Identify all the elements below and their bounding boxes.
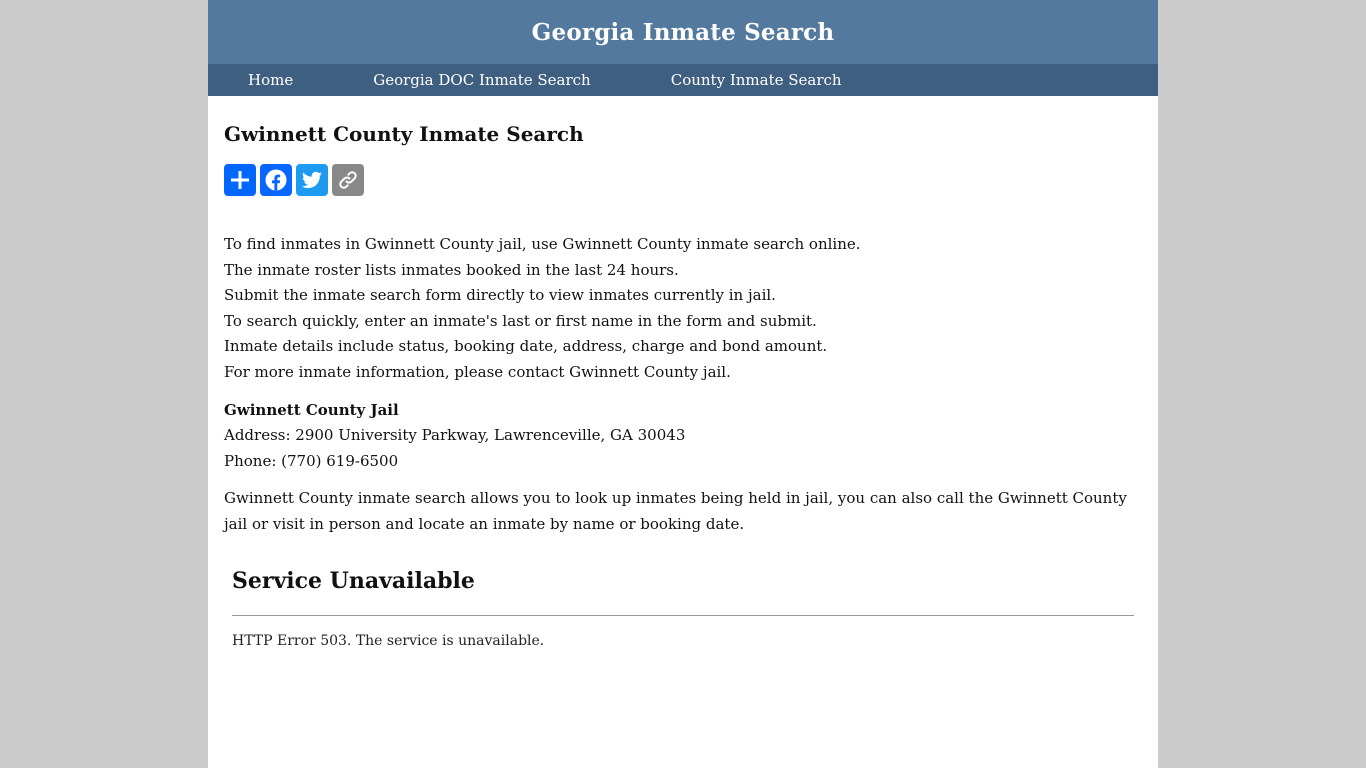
intro-line: For more inmate information, please contact Gwinnett County jail. xyxy=(224,362,731,381)
site-title[interactable]: Georgia Inmate Search xyxy=(531,18,835,46)
nav-georgia-doc-inmate-search[interactable]: Georgia DOC Inmate Search xyxy=(373,71,591,89)
main-content xyxy=(208,96,1158,649)
service-error-title: Service Unavailable xyxy=(232,567,475,594)
page-container xyxy=(208,0,1158,768)
share-bar xyxy=(224,164,1142,196)
share-icon xyxy=(228,168,252,192)
intro-line: The inmate roster lists inmates booked in the last 24 hours. xyxy=(224,260,679,279)
nav-county-inmate-search[interactable]: County Inmate Search xyxy=(670,71,842,89)
twitter-share-button[interactable] xyxy=(296,164,328,196)
intro-line: To search quickly, enter an inmate's last or first name in the form and submit. xyxy=(224,311,817,330)
copy-link-button[interactable] xyxy=(332,164,364,196)
jail-name: Gwinnett County Jail xyxy=(224,400,399,419)
facebook-share-button[interactable] xyxy=(260,164,292,196)
jail-info xyxy=(224,398,1142,475)
intro-text xyxy=(224,232,1142,386)
nav-home[interactable]: Home xyxy=(248,71,294,89)
copy-link-icon xyxy=(336,168,360,192)
intro-line: To find inmates in Gwinnett County jail, use Gwinnett County inmate search online. xyxy=(224,235,861,253)
service-error-message: HTTP Error 503. The service is unavailable. xyxy=(232,632,545,649)
description-text: Gwinnett County inmate search allows you to look up inmates being held in jail, you can also call the Gwinnett County jail or visit in person and locate an inmate by name or booking date. xyxy=(224,489,1127,533)
divider xyxy=(232,615,1134,616)
service-frame xyxy=(224,568,1142,649)
search-description xyxy=(224,486,1142,537)
main-nav xyxy=(208,64,1158,96)
share-button[interactable] xyxy=(224,164,256,196)
jail-phone: Phone: (770) 619-6500 xyxy=(224,451,399,470)
twitter-icon xyxy=(300,168,324,192)
page-title: Gwinnett County Inmate Search xyxy=(224,122,584,146)
facebook-icon xyxy=(264,168,288,192)
intro-line: Submit the inmate search form directly to view inmates currently in jail. xyxy=(224,286,776,305)
jail-address: Address: 2900 University Parkway, Lawrenceville, GA 30043 xyxy=(224,426,686,445)
site-header xyxy=(208,0,1158,64)
intro-line: Inmate details include status, booking date, address, charge and bond amount. xyxy=(224,337,828,356)
